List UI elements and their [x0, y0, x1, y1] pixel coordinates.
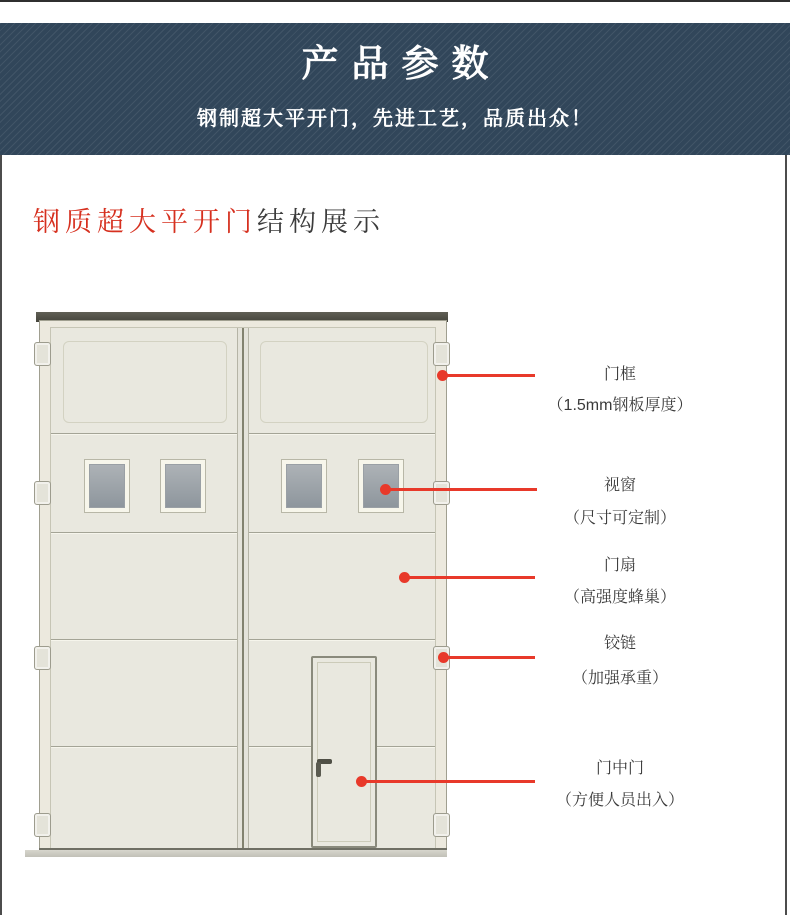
- wicket-door-panel: [317, 662, 371, 842]
- hinge: [34, 342, 51, 366]
- annotation-label-doorframe: 门框: [603, 366, 636, 383]
- hinge: [34, 813, 51, 837]
- view-window: [281, 459, 327, 513]
- panel-groove-right: [260, 341, 428, 423]
- page-subtitle: 钢制超大平开门，先进工艺，品质出众！: [197, 108, 593, 130]
- section-heading: [33, 206, 385, 239]
- annotation-label-leaf: 门扇: [603, 557, 636, 574]
- window-glass: [286, 464, 322, 508]
- callout-line-wicket: [361, 780, 535, 783]
- page-title: 产品参数: [301, 43, 502, 84]
- annotation-note-hinge: （加强承重）: [571, 670, 668, 687]
- wicket-door: [311, 656, 377, 848]
- left-border-line: [0, 154, 2, 915]
- hinge: [433, 813, 450, 837]
- door-threshold: [25, 850, 447, 857]
- window-glass: [89, 464, 125, 508]
- section-heading-highlight: 钢质超大平开门: [33, 207, 257, 237]
- annotation-label-hinge: 铰链: [603, 635, 636, 652]
- door-lock: [316, 762, 321, 777]
- callout-line-hinge: [443, 656, 535, 659]
- right-border-line: [785, 154, 787, 915]
- annotation-note-wicket: （方便人员出入）: [555, 792, 684, 809]
- view-window: [84, 459, 130, 513]
- header-banner: [0, 23, 790, 155]
- door-photo: [25, 312, 447, 858]
- callout-line-leaf: [404, 576, 535, 579]
- annotation-note-window: （尺寸可定制）: [563, 510, 676, 527]
- annotation-label-window: 视窗: [603, 477, 636, 494]
- hinge: [433, 342, 450, 366]
- leaf-center-gap: [237, 328, 249, 849]
- panel-groove-left: [63, 341, 227, 423]
- window-glass: [165, 464, 201, 508]
- hinge: [34, 646, 51, 670]
- top-border-line: [0, 0, 790, 2]
- annotation-label-wicket: 门中门: [595, 760, 644, 777]
- hinge: [34, 481, 51, 505]
- annotation-note-leaf: （高强度蜂巢）: [563, 589, 676, 606]
- hinge: [433, 481, 450, 505]
- annotation-note-doorframe: （1.5mm钢板厚度）: [547, 397, 693, 414]
- door-leaves: [50, 327, 436, 850]
- section-heading-rest: 结构展示: [257, 207, 385, 237]
- view-window: [160, 459, 206, 513]
